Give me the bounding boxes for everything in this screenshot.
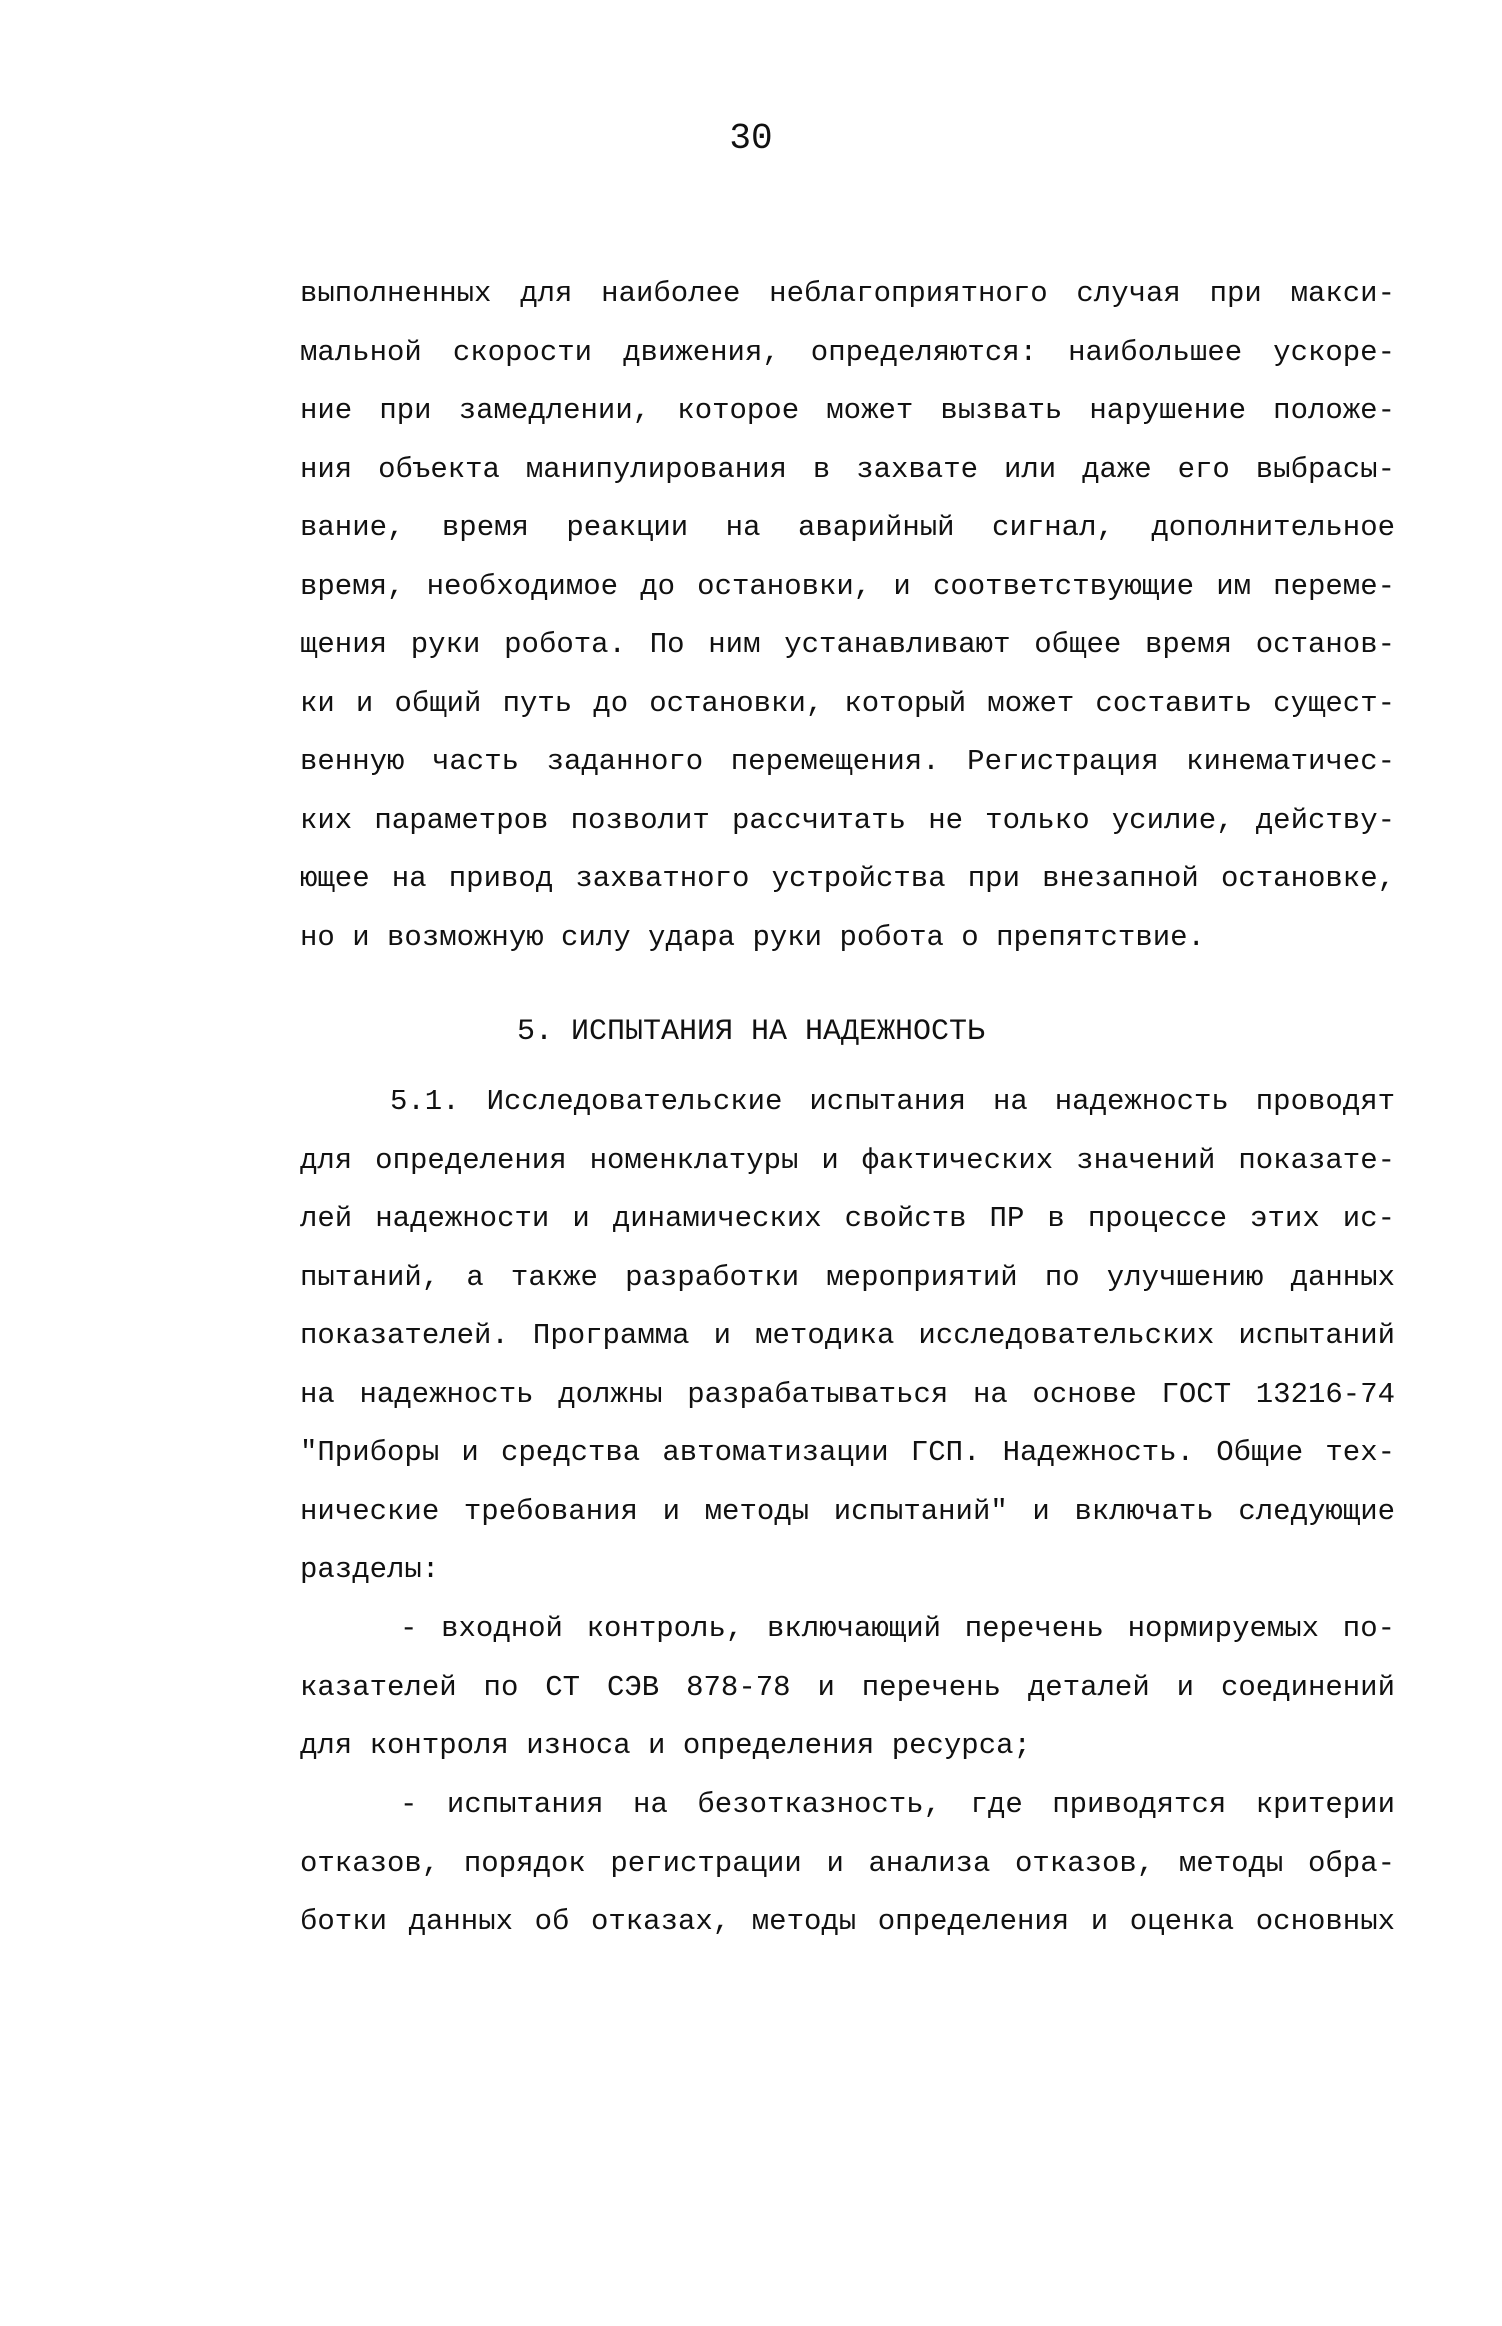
text-line: пытаний, а также разработки мероприятий по улучшению данных — [300, 1260, 1395, 1294]
text-line: "Приборы и средства автоматизации ГСП. Надежность. Общие тех- — [300, 1436, 1395, 1469]
paragraph-body — [300, 265, 1395, 967]
text-line: нические требования и методы испытаний" и включать следующие — [300, 1494, 1395, 1528]
text-line: выполненных для наиболее неблагоприятного случая при макси- — [300, 277, 1395, 310]
page-number: 30 — [729, 118, 773, 159]
text-line: ющее на привод захватного устройства при внезапной остановке, — [300, 862, 1395, 895]
text-line: 5.1. Исследовательские испытания на надежность проводят — [390, 1085, 1395, 1118]
text-line: ния объекта манипулирования в захвате или даже его выбрасы- — [300, 452, 1395, 486]
list-item-input-control — [300, 1600, 1395, 1776]
text-line: на надежность должны разрабатываться на основе ГОСТ 13216-74 — [300, 1377, 1395, 1411]
text-line: отказов, порядок регистрации и анализа отказов, методы обра- — [300, 1846, 1395, 1880]
text-line: щения руки робота. По ним устанавливают общее время останов- — [300, 628, 1395, 661]
text-line: вание, время реакции на аварийный сигнал, дополнительное — [300, 511, 1395, 544]
text-line: мальной скорости движения, определяются: наибольшее ускоре- — [300, 335, 1395, 369]
text-line: но и возможную силу удара руки робота о препятствие. — [300, 920, 1205, 954]
text-line: казателей по СТ СЭВ 878-78 и перечень деталей и соединений — [300, 1670, 1395, 1704]
text-line: венную часть заданного перемещения. Регистрация кинематичес- — [300, 745, 1395, 778]
text-line: разделы: — [300, 1553, 440, 1586]
list-item-reliability-tests — [300, 1776, 1395, 1952]
paragraph-section-5-1 — [300, 1073, 1395, 1600]
text-line: лей надежности и динамических свойств ПР в процессе этих ис- — [300, 1202, 1395, 1235]
text-line: время, необходимое до остановки, и соответствующие им переме- — [300, 569, 1395, 603]
text-line: ких параметров позволит рассчитать не только усилие, действу- — [300, 803, 1395, 837]
text-line: для контроля износа и определения ресурса; — [300, 1729, 1031, 1762]
section-heading: 5. ИСПЫТАНИЯ НА НАДЕЖНОСТЬ — [516, 1015, 986, 1049]
text-line: для определения номенклатуры и фактических значений показате- — [300, 1143, 1395, 1177]
text-line: ки и общий путь до остановки, который может составить сущест- — [300, 686, 1395, 720]
text-line: ние при замедлении, которое может вызвать нарушение положе- — [300, 394, 1395, 427]
text-line: - испытания на безотказность, где приводятся критерии — [400, 1788, 1395, 1821]
text-line: - входной контроль, включающий перечень нормируемых по- — [400, 1612, 1395, 1645]
text-line: ботки данных об отказах, методы определения и оценка основных — [300, 1905, 1395, 1938]
text-line: показателей. Программа и методика исследовательских испытаний — [300, 1319, 1395, 1352]
